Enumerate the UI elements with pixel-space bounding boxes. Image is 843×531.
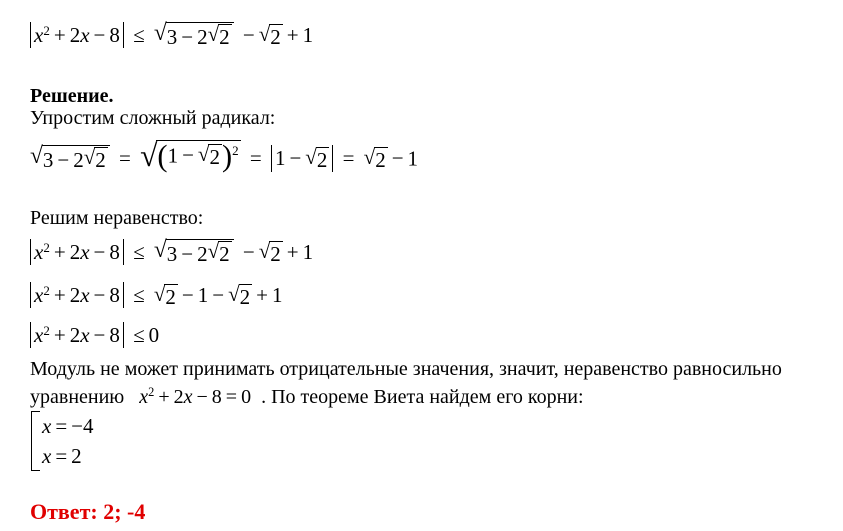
sqrt-outer: √ 3 − 2 √ 2 [30, 145, 110, 171]
system-bracket [31, 411, 40, 471]
abs-value: $x^2 + 2x - 8$ [30, 239, 124, 265]
quadratic-equation: $x^2 + 2x - 8 = 0$ [139, 385, 252, 408]
simplify-equation: √ 3 − 2 √ 2 = √ (1 − √ 2 )$^2$ = 1 − √ 2 = √ 2 − 1 [30, 138, 419, 173]
step-2: $x^2 + 2x - 8$ ≤ √ 2 − 1 − √ 2 + 1 [30, 282, 282, 308]
abs-value: 1 − √ 2 [271, 145, 333, 171]
sqrt-outer: √ 3 − 2 √ 2 [154, 239, 234, 265]
explanation-line-1: Модуль не может принимать отрицательные значения, значит, неравенство равносильно [30, 358, 782, 380]
answer: Ответ: 2; -4 [30, 499, 146, 524]
solution-heading: Решение. [30, 85, 114, 107]
simplify-label: Упростим сложный радикал: [30, 107, 276, 129]
step-3: $x^2 + 2x - 8 \le 0$ [30, 322, 159, 348]
solve-label: Решим неравенство: [30, 207, 204, 229]
abs-value: $x^2 + 2x - 8$ [30, 22, 124, 48]
explanation-line-2-start: уравнению [30, 385, 125, 408]
explanation-line-2-end: . По теореме Виета найдем его корни: [261, 385, 584, 408]
abs-value: $x^2 + 2x - 8$ [30, 282, 124, 308]
root-2: x = 2 [42, 444, 82, 468]
root-1: x = −4 [42, 414, 94, 438]
problem-inequality: $x^2 + 2x - 8$ ≤ √ 3 − 2 √ 2 − √ 2 + 1 [30, 22, 313, 48]
sqrt-square: √ (1 − √ 2 )$^2$ [140, 138, 239, 173]
step-1: $x^2 + 2x - 8$ ≤ √ 3 − 2 √ 2 − √ 2 + 1 [30, 239, 313, 265]
sqrt-outer: √ 3 − 2 √ 2 [154, 22, 234, 48]
explanation-line-2 [30, 386, 584, 407]
abs-value: $x^2 + 2x - 8$ [30, 322, 124, 348]
